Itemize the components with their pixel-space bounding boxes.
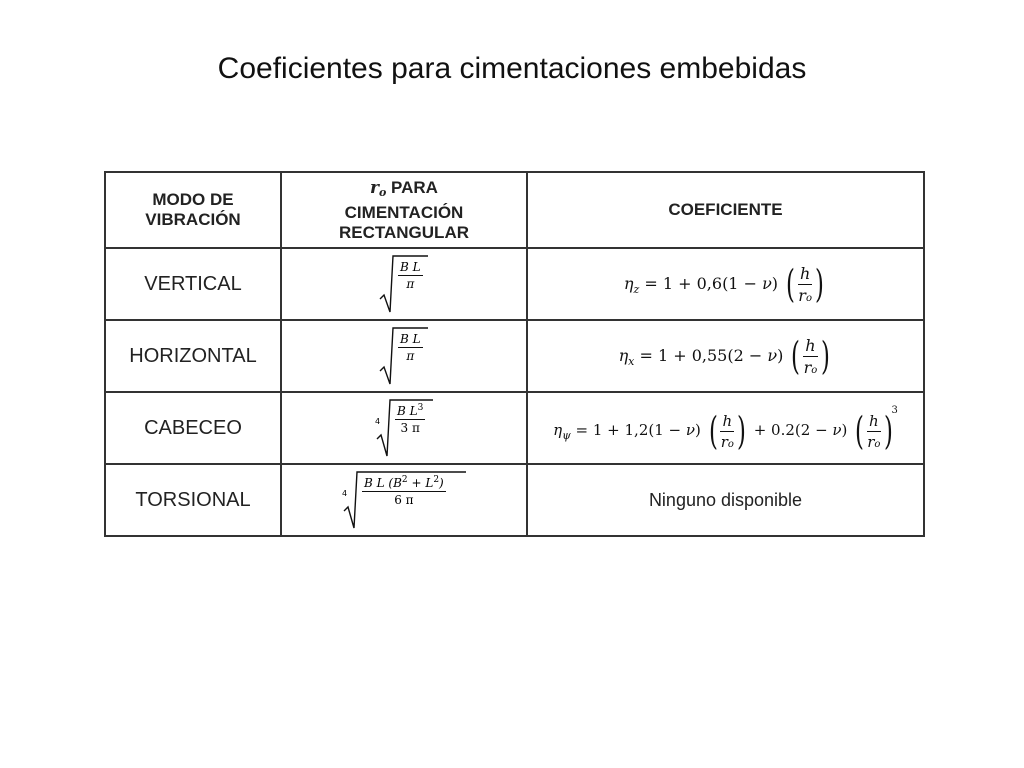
r0-cell <box>281 392 527 464</box>
coef-cell <box>527 320 924 392</box>
coefficients-table <box>104 171 925 537</box>
header-coef: COEFICIENTE <box>527 172 924 248</box>
header-r0-line-1: ro PARA <box>370 177 438 199</box>
mode-cell: CABECEO <box>105 392 281 464</box>
mode-cell: TORSIONAL <box>105 464 281 536</box>
header-mode <box>105 172 281 248</box>
table-row <box>105 248 924 320</box>
r0-cell <box>281 464 527 536</box>
header-r0-line-2: CIMENTACIÓN <box>344 202 464 222</box>
fourth-root-formula: 4 $\frac{B L^3}{3 \pi}$ <box>373 399 435 457</box>
sqrt-formula: $\frac{\text{B L}}{\pi}$ <box>378 255 430 313</box>
mode-cell: VERTICAL <box>105 248 281 320</box>
eta-cabeceo-formula: $\eta_\psi = 1 + 1,2(1 - \nu)$ ( $\frac{h}{ro}$ ) + 0.2(2 − ν) ( $\frac{h}{ro}$ )$^3$ <box>553 405 898 454</box>
table-row <box>105 464 924 536</box>
fourth-root-formula: 4 $\frac{B L (B^2 + L^2)}{6 \pi}$ <box>340 471 468 529</box>
header-r0 <box>281 172 527 248</box>
coef-cell: Ninguno disponible <box>527 464 924 536</box>
r0-cell <box>281 248 527 320</box>
coef-cell <box>527 392 924 464</box>
eta-horizontal-formula: $\eta_x = 1 + 0,55(2 - \nu)$ ( $\frac{h}{ro}$ ) <box>618 334 830 378</box>
header-mode-line-2: VIBRACIÓN <box>145 210 241 229</box>
header-row <box>105 172 924 248</box>
header-r0-line-3: RECTANGULAR <box>338 222 469 242</box>
table-row <box>105 320 924 392</box>
slide-title: Coeficientes para cimentaciones embebidas <box>217 52 807 85</box>
table-row <box>105 392 924 464</box>
sqrt-formula: $\frac{\text{B L}}{\pi}$ <box>378 327 430 385</box>
coef-cell <box>527 248 924 320</box>
mode-cell: HORIZONTAL <box>105 320 281 392</box>
eta-vertical-formula: $\eta_z = 1 + 0,6(1 - \nu)$ ( $\frac{h}{ro}$ ) <box>623 262 825 306</box>
header-mode-line-1: MODO DE <box>152 190 234 209</box>
r0-cell <box>281 320 527 392</box>
